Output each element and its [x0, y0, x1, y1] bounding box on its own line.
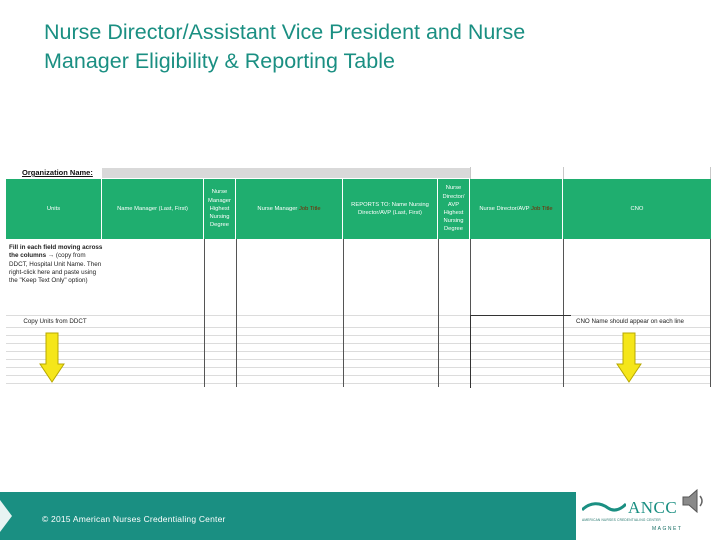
down-arrow-icon [39, 332, 65, 384]
column-header-director-job-title [470, 179, 563, 239]
cno-highlight-box [470, 315, 571, 388]
table-row-line [6, 367, 711, 368]
column-header-label [257, 205, 320, 213]
copy-units-note: Copy Units from DDCT [23, 318, 87, 325]
table-row-line [6, 383, 711, 384]
column-header-label-text: Nurse Manager [257, 205, 299, 212]
cno-note: CNO Name should appear on each line [576, 318, 685, 325]
chevron-right-icon [0, 492, 16, 540]
table-header-row [6, 179, 711, 239]
slide-footer [0, 492, 720, 540]
column-header-label: Units [46, 205, 61, 212]
column-divider [438, 239, 439, 387]
logo-text: ANCC [628, 498, 678, 517]
wave-logo-icon [582, 500, 626, 514]
table-row-line [6, 327, 711, 328]
column-header-label: Nurse Director/ AVP Highest Nursing Degree [442, 185, 465, 233]
column-header-label: REPORTS TO: Name Nursing Director/AVP (Last, First) [351, 201, 429, 216]
column-header-manager-job-title [236, 179, 343, 239]
table-row-line [6, 375, 711, 376]
spreadsheet-image [6, 167, 711, 387]
table-row-line [6, 343, 711, 344]
table-row-line [6, 335, 711, 336]
organization-name-label: Organization Name: [22, 168, 93, 177]
table-row-line [6, 315, 711, 316]
table-row-line [6, 359, 711, 360]
copyright-text: © 2015 American Nurses Credentialing Center [42, 514, 226, 524]
column-header-name-manager [102, 179, 204, 239]
column-header-cno [563, 179, 711, 239]
speaker-icon[interactable] [679, 486, 709, 516]
slide-title [44, 18, 684, 76]
column-header-label-highlight: Job Title [531, 205, 553, 212]
logo-subtext: AMERICAN NURSES CREDENTIALING CENTER [582, 518, 661, 522]
column-header-director-degree [438, 179, 470, 239]
column-header-units [6, 179, 102, 239]
org-divider [470, 167, 471, 179]
column-header-label-highlight: Job Title [298, 205, 321, 212]
slide-title-line-2: Manager Eligibility & Reporting Table [44, 49, 395, 73]
column-header-label: Name Manager (Last, First) [117, 205, 188, 212]
column-header-manager-degree [204, 179, 236, 239]
organization-name-field [102, 168, 470, 178]
down-arrow-icon [616, 332, 642, 384]
instructions-detail: (copy from DDCT, Hospital Unit Name. Then right-click here and paste using the "Keep Text Only" option) [9, 252, 102, 285]
column-divider [710, 239, 711, 387]
column-divider [236, 239, 237, 387]
org-divider [710, 167, 711, 179]
column-divider [204, 239, 205, 387]
column-header-label: Nurse Manager Highest Nursing Degree [208, 189, 231, 229]
column-header-label-text: Nurse Director/AVP [479, 205, 532, 212]
column-divider [343, 239, 344, 387]
column-header-label [479, 205, 552, 213]
logo-magnet-text: MAGNET [652, 526, 683, 532]
table-row-line [6, 351, 711, 352]
instructions-bold: Fill in each field moving across the columns → [9, 244, 103, 260]
organization-row [6, 167, 711, 179]
column-header-reports-to [343, 179, 438, 239]
slide-title-line-1: Nurse Director/Assistant Vice President and Nurse [44, 20, 526, 44]
column-header-label: CNO [630, 205, 644, 212]
table-body [6, 239, 711, 387]
instructions-text [9, 244, 103, 285]
org-divider [563, 167, 564, 179]
